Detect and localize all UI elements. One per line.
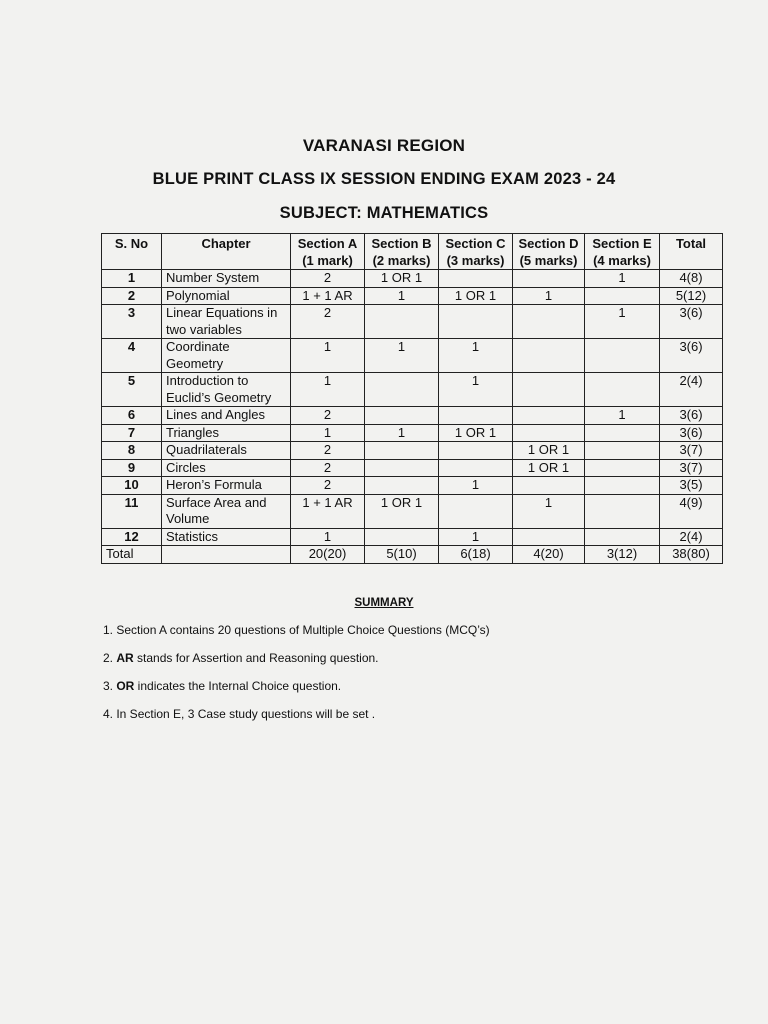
cell-chapter: Coordinate Geometry: [162, 339, 291, 373]
region-title: VARANASI REGION: [302, 136, 466, 155]
cell-total: 3(6): [660, 424, 723, 442]
cell-sno: 12: [102, 528, 162, 546]
header-section-d: Section D (5 marks): [513, 234, 585, 270]
cell-section-d: 1 OR 1: [513, 459, 585, 477]
table-row: [102, 477, 723, 495]
cell-sno: 6: [102, 407, 162, 425]
table-row: [102, 528, 723, 546]
cell-chapter: Number System: [162, 270, 291, 288]
cell-section-e: [585, 373, 660, 407]
cell-section-b: 1 OR 1: [365, 494, 439, 528]
cell-total: 3(7): [660, 459, 723, 477]
cell-sno: 1: [102, 270, 162, 288]
cell-sno: 10: [102, 477, 162, 495]
cell-section-d: 1 OR 1: [513, 442, 585, 460]
cell-chapter: Polynomial: [162, 287, 291, 305]
cell-section-a: 1 + 1 AR: [291, 494, 365, 528]
cell-section-e: [585, 339, 660, 373]
cell-section-b: 1: [365, 287, 439, 305]
cell-section-a: 2: [291, 270, 365, 288]
cell-section-d: [513, 270, 585, 288]
cell-section-c: 1: [439, 477, 513, 495]
cell-section-e: 1: [585, 305, 660, 339]
cell-section-b: [365, 459, 439, 477]
cell-chapter: Statistics: [162, 528, 291, 546]
cell-section-c: 1 OR 1: [439, 287, 513, 305]
cell-section-b: [365, 407, 439, 425]
cell-total: 3(6): [660, 407, 723, 425]
cell-section-e: [585, 459, 660, 477]
cell-sno: 2: [102, 287, 162, 305]
cell-section-d: [513, 305, 585, 339]
cell-sno: 3: [102, 305, 162, 339]
cell-chapter: Quadrilaterals: [162, 442, 291, 460]
cell-chapter: [162, 546, 291, 564]
cell-grand-total: 38(80): [660, 546, 723, 564]
table-row: [102, 287, 723, 305]
cell-chapter: Lines and Angles: [162, 407, 291, 425]
cell-section-a: 1: [291, 528, 365, 546]
cell-section-c: 1: [439, 373, 513, 407]
cell-total: 5(12): [660, 287, 723, 305]
table-row: [102, 494, 723, 528]
cell-section-a: 1 + 1 AR: [291, 287, 365, 305]
cell-section-b: 1 OR 1: [365, 270, 439, 288]
cell-total: 4(9): [660, 494, 723, 528]
cell-section-b: [365, 528, 439, 546]
cell-sno: 4: [102, 339, 162, 373]
cell-total: 3(6): [660, 339, 723, 373]
cell-section-c: [439, 442, 513, 460]
cell-section-a: 2: [291, 477, 365, 495]
cell-section-b: 5(10): [365, 546, 439, 564]
cell-section-d: [513, 477, 585, 495]
cell-section-e: [585, 424, 660, 442]
cell-section-d: 4(20): [513, 546, 585, 564]
cell-total: 2(4): [660, 528, 723, 546]
blueprint-title: BLUE PRINT CLASS IX SESSION ENDING EXAM 2023 - 24: [152, 170, 616, 188]
table-row: [102, 270, 723, 288]
cell-sno: 7: [102, 424, 162, 442]
header-section-e: Section E (4 marks): [585, 234, 660, 270]
table-row: [102, 305, 723, 339]
header-section-b: Section B (2 marks): [365, 234, 439, 270]
table-row: [102, 459, 723, 477]
cell-section-b: [365, 442, 439, 460]
header-total: Total: [660, 234, 723, 270]
cell-section-c: [439, 407, 513, 425]
cell-section-e: [585, 287, 660, 305]
cell-section-a: 1: [291, 424, 365, 442]
cell-total: 4(8): [660, 270, 723, 288]
cell-chapter: Linear Equations in two variables: [162, 305, 291, 339]
table-row: [102, 442, 723, 460]
cell-section-a: 2: [291, 407, 365, 425]
cell-section-d: [513, 424, 585, 442]
header-section-c: Section C (3 marks): [439, 234, 513, 270]
cell-chapter: Circles: [162, 459, 291, 477]
table-total-row: [102, 546, 723, 564]
cell-section-b: 1: [365, 424, 439, 442]
cell-section-e: 1: [585, 270, 660, 288]
table-header-row: [102, 234, 723, 270]
header-section-a: Section A (1 mark): [291, 234, 365, 270]
subject-title: SUBJECT: MATHEMATICS: [279, 204, 489, 222]
cell-total: 3(5): [660, 477, 723, 495]
cell-section-a: 1: [291, 373, 365, 407]
summary-note: 1. Section A contains 20 questions of Multiple Choice Questions (MCQ’s): [103, 623, 490, 637]
cell-section-e: [585, 477, 660, 495]
cell-section-c: [439, 270, 513, 288]
cell-section-e: [585, 528, 660, 546]
cell-section-e: 3(12): [585, 546, 660, 564]
blueprint-table: [101, 233, 723, 564]
cell-chapter: Surface Area and Volume: [162, 494, 291, 528]
summary-note: 3. OR indicates the Internal Choice question.: [103, 679, 342, 693]
cell-section-c: 1 OR 1: [439, 424, 513, 442]
cell-section-d: [513, 528, 585, 546]
cell-total: 3(6): [660, 305, 723, 339]
summary-heading: SUMMARY: [354, 597, 414, 609]
cell-section-d: 1: [513, 494, 585, 528]
cell-section-a: 20(20): [291, 546, 365, 564]
header-sno: S. No: [102, 234, 162, 270]
table-row: [102, 373, 723, 407]
header-chapter: Chapter: [162, 234, 291, 270]
cell-sno: 9: [102, 459, 162, 477]
cell-section-c: [439, 305, 513, 339]
cell-section-e: [585, 442, 660, 460]
summary-note: 2. AR stands for Assertion and Reasoning question.: [103, 651, 379, 665]
cell-section-d: 1: [513, 287, 585, 305]
cell-total-label: Total: [102, 546, 162, 564]
cell-section-b: [365, 305, 439, 339]
cell-section-a: 2: [291, 459, 365, 477]
cell-section-e: [585, 494, 660, 528]
table-row: [102, 424, 723, 442]
cell-sno: 11: [102, 494, 162, 528]
cell-sno: 5: [102, 373, 162, 407]
cell-section-d: [513, 373, 585, 407]
table-row: [102, 339, 723, 373]
table-row: [102, 407, 723, 425]
cell-section-c: [439, 494, 513, 528]
cell-section-b: [365, 477, 439, 495]
summary-notes: [103, 623, 490, 735]
cell-section-d: [513, 407, 585, 425]
cell-section-c: 1: [439, 528, 513, 546]
cell-section-a: 1: [291, 339, 365, 373]
cell-section-d: [513, 339, 585, 373]
cell-section-b: [365, 373, 439, 407]
cell-section-b: 1: [365, 339, 439, 373]
summary-note: 4. In Section E, 3 Case study questions will be set .: [103, 707, 376, 721]
cell-section-c: 1: [439, 339, 513, 373]
cell-chapter: Introduction to Euclid’s Geometry: [162, 373, 291, 407]
cell-sno: 8: [102, 442, 162, 460]
cell-chapter: Heron’s Formula: [162, 477, 291, 495]
cell-section-a: 2: [291, 305, 365, 339]
cell-section-e: 1: [585, 407, 660, 425]
cell-section-c: 6(18): [439, 546, 513, 564]
cell-section-a: 2: [291, 442, 365, 460]
cell-total: 2(4): [660, 373, 723, 407]
cell-section-c: [439, 459, 513, 477]
cell-total: 3(7): [660, 442, 723, 460]
table-body: [102, 270, 723, 564]
cell-chapter: Triangles: [162, 424, 291, 442]
